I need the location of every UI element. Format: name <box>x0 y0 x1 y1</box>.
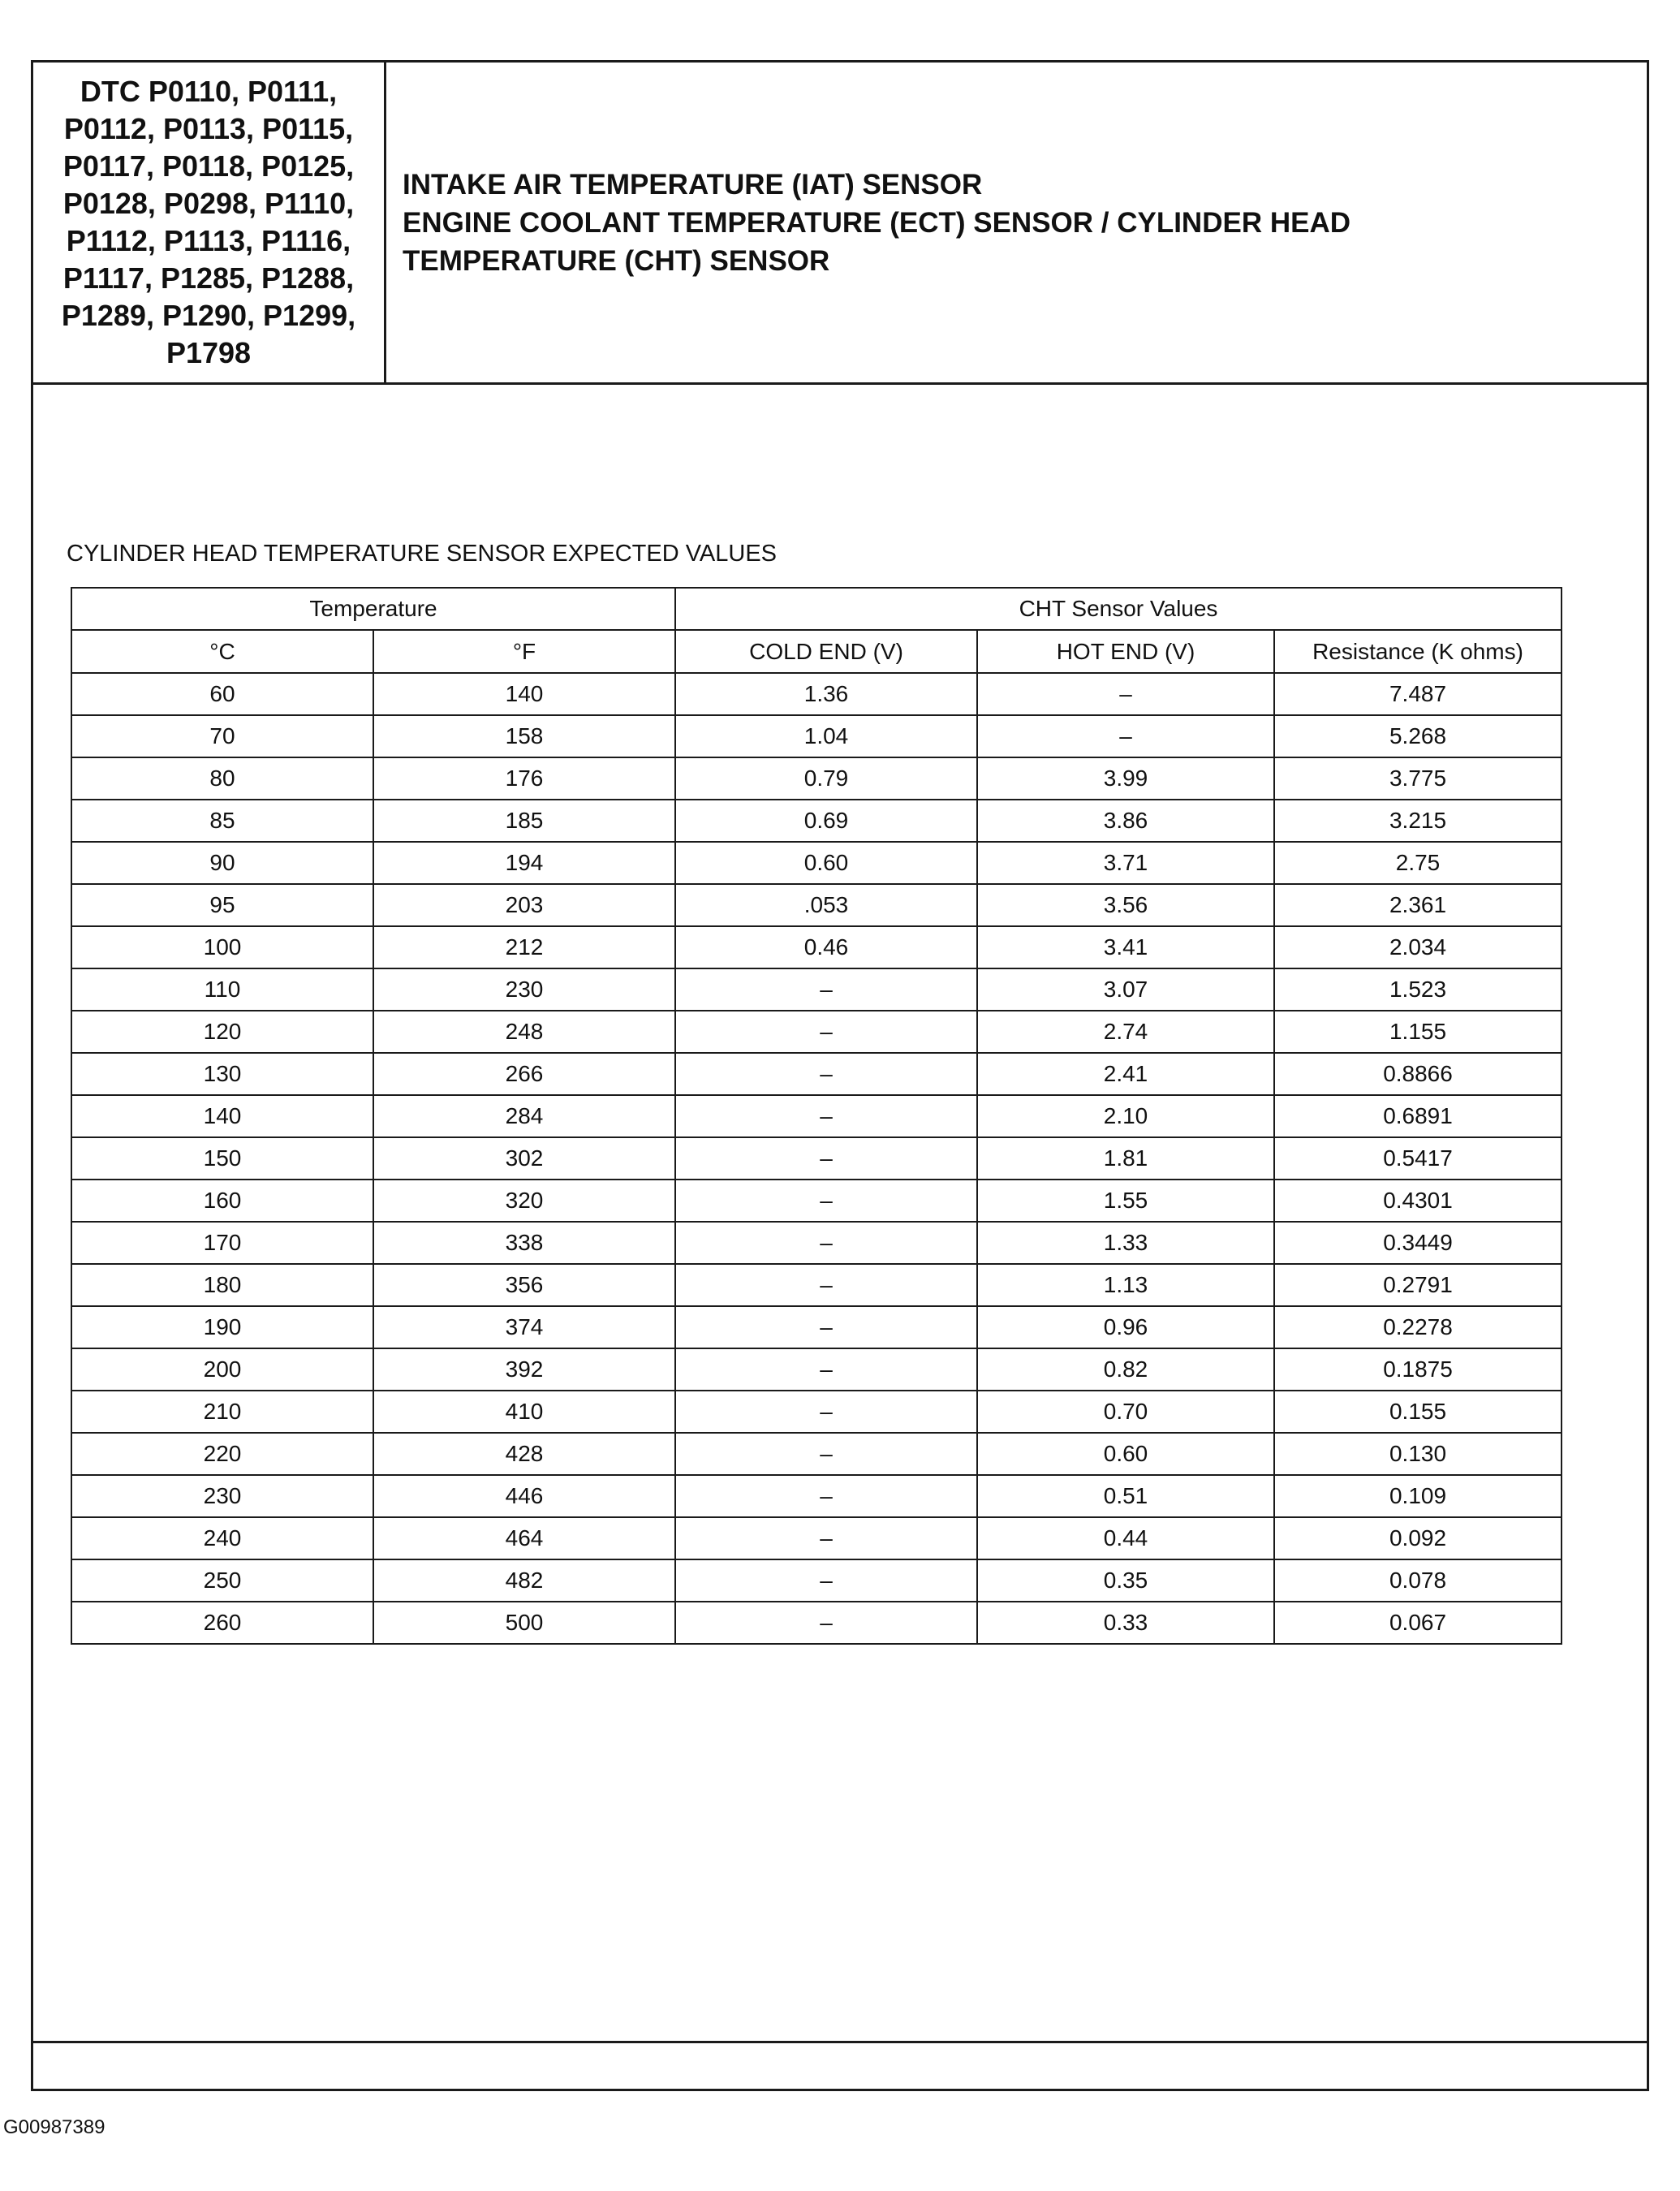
title-line: INTAKE AIR TEMPERATURE (IAT) SENSOR <box>403 168 983 201</box>
page-title <box>403 63 1647 382</box>
table-row <box>71 1517 1562 1559</box>
table-cell: 0.078 <box>1274 1559 1562 1602</box>
table-cell: 95 <box>71 884 373 926</box>
column-header-fahrenheit: °F <box>373 630 675 673</box>
table-cell: 170 <box>71 1222 373 1264</box>
table-row <box>71 1559 1562 1602</box>
dtc-code-line: P1798 <box>166 336 252 369</box>
table-cell: 2.034 <box>1274 926 1562 968</box>
table-row <box>71 1264 1562 1306</box>
table-cell: 0.60 <box>977 1433 1274 1475</box>
column-header-hot-end: HOT END (V) <box>977 630 1274 673</box>
table-column-header-row <box>71 630 1562 673</box>
table-cell: 0.44 <box>977 1517 1274 1559</box>
table-cell: 0.109 <box>1274 1475 1562 1517</box>
table-cell: 0.60 <box>675 842 977 884</box>
table-cell: – <box>675 1053 977 1095</box>
table-cell: – <box>675 1433 977 1475</box>
table-cell: – <box>675 1602 977 1644</box>
table-cell: 0.2278 <box>1274 1306 1562 1348</box>
table-cell: 176 <box>373 757 675 800</box>
table-cell: 428 <box>373 1433 675 1475</box>
table-cell: 284 <box>373 1095 675 1137</box>
table-row <box>71 1222 1562 1264</box>
table-cell: 150 <box>71 1137 373 1180</box>
table-cell: 3.41 <box>977 926 1274 968</box>
table-cell: 2.74 <box>977 1011 1274 1053</box>
table-cell: 0.4301 <box>1274 1180 1562 1222</box>
table-cell: 3.71 <box>977 842 1274 884</box>
table-cell: 482 <box>373 1559 675 1602</box>
table-row <box>71 1095 1562 1137</box>
table-cell: 70 <box>71 715 373 757</box>
table-cell: – <box>675 1348 977 1391</box>
table-cell: 464 <box>373 1517 675 1559</box>
dtc-code-line: P1117, P1285, P1288, <box>62 261 355 295</box>
table-cell: – <box>675 1475 977 1517</box>
table-cell: 90 <box>71 842 373 884</box>
table-cell: 1.523 <box>1274 968 1562 1011</box>
table-cell: 0.6891 <box>1274 1095 1562 1137</box>
table-row <box>71 1391 1562 1433</box>
table-row <box>71 800 1562 842</box>
table-row <box>71 1053 1562 1095</box>
table-cell: 0.155 <box>1274 1391 1562 1433</box>
table-cell: 3.07 <box>977 968 1274 1011</box>
table-cell: 1.13 <box>977 1264 1274 1306</box>
table-cell: – <box>675 1137 977 1180</box>
table-cell: 3.56 <box>977 884 1274 926</box>
table-cell: 2.75 <box>1274 842 1562 884</box>
table-cell: – <box>675 1391 977 1433</box>
title-line: TEMPERATURE (CHT) SENSOR <box>403 244 830 277</box>
table-row <box>71 1306 1562 1348</box>
table-cell: 230 <box>373 968 675 1011</box>
table-cell: 7.487 <box>1274 673 1562 715</box>
table-cell: 2.361 <box>1274 884 1562 926</box>
table-cell: 0.79 <box>675 757 977 800</box>
table-row <box>71 1180 1562 1222</box>
table-cell: – <box>675 1264 977 1306</box>
table-cell: 0.70 <box>977 1391 1274 1433</box>
dtc-code-line: DTC P0110, P0111, <box>80 75 338 108</box>
table-cell: 220 <box>71 1433 373 1475</box>
table-cell: 3.775 <box>1274 757 1562 800</box>
table-row <box>71 968 1562 1011</box>
table-row <box>71 1011 1562 1053</box>
table-cell: 446 <box>373 1475 675 1517</box>
table-cell: 200 <box>71 1348 373 1391</box>
table-cell: 85 <box>71 800 373 842</box>
table-cell: – <box>977 673 1274 715</box>
table-cell: 203 <box>373 884 675 926</box>
table-row <box>71 842 1562 884</box>
table-row <box>71 1475 1562 1517</box>
table-cell: 374 <box>373 1306 675 1348</box>
table-cell: 0.092 <box>1274 1517 1562 1559</box>
table-cell: 2.10 <box>977 1095 1274 1137</box>
table-cell: 266 <box>373 1053 675 1095</box>
table-cell: 180 <box>71 1264 373 1306</box>
table-row <box>71 715 1562 757</box>
table-cell: 0.8866 <box>1274 1053 1562 1095</box>
table-cell: 1.55 <box>977 1180 1274 1222</box>
table-cell: 158 <box>373 715 675 757</box>
table-cell: – <box>675 1180 977 1222</box>
figure-id: G00987389 <box>3 2116 106 2138</box>
table-cell: 240 <box>71 1517 373 1559</box>
column-header-celsius: °C <box>71 630 373 673</box>
table-cell: 185 <box>373 800 675 842</box>
table-cell: 0.5417 <box>1274 1137 1562 1180</box>
table-row <box>71 1137 1562 1180</box>
dtc-code-line: P1289, P1290, P1299, <box>61 299 356 332</box>
table-cell: – <box>675 1095 977 1137</box>
table-body <box>71 673 1562 1644</box>
table-cell: 250 <box>71 1559 373 1602</box>
table-cell: 0.1875 <box>1274 1348 1562 1391</box>
table-cell: 194 <box>373 842 675 884</box>
table-cell: 0.2791 <box>1274 1264 1562 1306</box>
group-header-cht-sensor-values: CHT Sensor Values <box>675 588 1562 630</box>
table-cell: 190 <box>71 1306 373 1348</box>
table-cell: 302 <box>373 1137 675 1180</box>
table-cell: 230 <box>71 1475 373 1517</box>
table-row <box>71 757 1562 800</box>
table-cell: 3.99 <box>977 757 1274 800</box>
dtc-code-line: P0112, P0113, P0115, <box>63 112 354 145</box>
table-cell: 120 <box>71 1011 373 1053</box>
table-cell: 3.215 <box>1274 800 1562 842</box>
table-cell: 1.155 <box>1274 1011 1562 1053</box>
table-cell: 356 <box>373 1264 675 1306</box>
table-row <box>71 884 1562 926</box>
cht-values-table <box>71 587 1562 1645</box>
column-header-resistance: Resistance (K ohms) <box>1274 630 1562 673</box>
table-cell: 392 <box>373 1348 675 1391</box>
table-cell: 410 <box>373 1391 675 1433</box>
table-cell: – <box>675 1517 977 1559</box>
footer-divider <box>33 2041 1647 2043</box>
table-cell: 100 <box>71 926 373 968</box>
table-cell: .053 <box>675 884 977 926</box>
table-cell: 0.067 <box>1274 1602 1562 1644</box>
dtc-code-box <box>33 63 386 382</box>
table-cell: 130 <box>71 1053 373 1095</box>
table-cell: 2.41 <box>977 1053 1274 1095</box>
title-line: ENGINE COOLANT TEMPERATURE (ECT) SENSOR / CYLINDER HEAD <box>403 206 1351 239</box>
dtc-code-line: P0117, P0118, P0125, <box>62 149 355 183</box>
table-cell: 1.81 <box>977 1137 1274 1180</box>
table-row <box>71 1348 1562 1391</box>
table-cell: – <box>675 968 977 1011</box>
table-group-header-row <box>71 588 1562 630</box>
table-cell: 140 <box>71 1095 373 1137</box>
table-cell: – <box>977 715 1274 757</box>
header-row <box>33 63 1647 385</box>
table-row <box>71 1433 1562 1475</box>
table-cell: 1.04 <box>675 715 977 757</box>
table-cell: 0.51 <box>977 1475 1274 1517</box>
table-cell: 210 <box>71 1391 373 1433</box>
table-cell: 0.96 <box>977 1306 1274 1348</box>
dtc-code-line: P1112, P1113, P1116, <box>66 224 351 257</box>
table-row <box>71 1602 1562 1644</box>
table-cell: 248 <box>373 1011 675 1053</box>
table-cell: 1.36 <box>675 673 977 715</box>
table-cell: 160 <box>71 1180 373 1222</box>
table-cell: 60 <box>71 673 373 715</box>
dtc-code-line: P0128, P0298, P1110, <box>62 187 355 220</box>
table-cell: 5.268 <box>1274 715 1562 757</box>
table-cell: – <box>675 1011 977 1053</box>
table-cell: – <box>675 1559 977 1602</box>
table-cell: 110 <box>71 968 373 1011</box>
column-header-cold-end: COLD END (V) <box>675 630 977 673</box>
group-header-temperature: Temperature <box>71 588 675 630</box>
table-cell: 0.35 <box>977 1559 1274 1602</box>
table-row <box>71 926 1562 968</box>
table-cell: 0.3449 <box>1274 1222 1562 1264</box>
table-cell: 0.82 <box>977 1348 1274 1391</box>
table-cell: 1.33 <box>977 1222 1274 1264</box>
table-cell: 140 <box>373 673 675 715</box>
table-cell: – <box>675 1222 977 1264</box>
table-cell: – <box>675 1306 977 1348</box>
table-cell: 0.46 <box>675 926 977 968</box>
table-row <box>71 673 1562 715</box>
table-cell: 0.33 <box>977 1602 1274 1644</box>
table-cell: 260 <box>71 1602 373 1644</box>
table-caption: CYLINDER HEAD TEMPERATURE SENSOR EXPECTED VALUES <box>67 541 778 567</box>
table-cell: 0.69 <box>675 800 977 842</box>
table-cell: 320 <box>373 1180 675 1222</box>
table-cell: 212 <box>373 926 675 968</box>
table-cell: 500 <box>373 1602 675 1644</box>
table-cell: 3.86 <box>977 800 1274 842</box>
table-cell: 338 <box>373 1222 675 1264</box>
table-cell: 0.130 <box>1274 1433 1562 1475</box>
table-cell: 80 <box>71 757 373 800</box>
